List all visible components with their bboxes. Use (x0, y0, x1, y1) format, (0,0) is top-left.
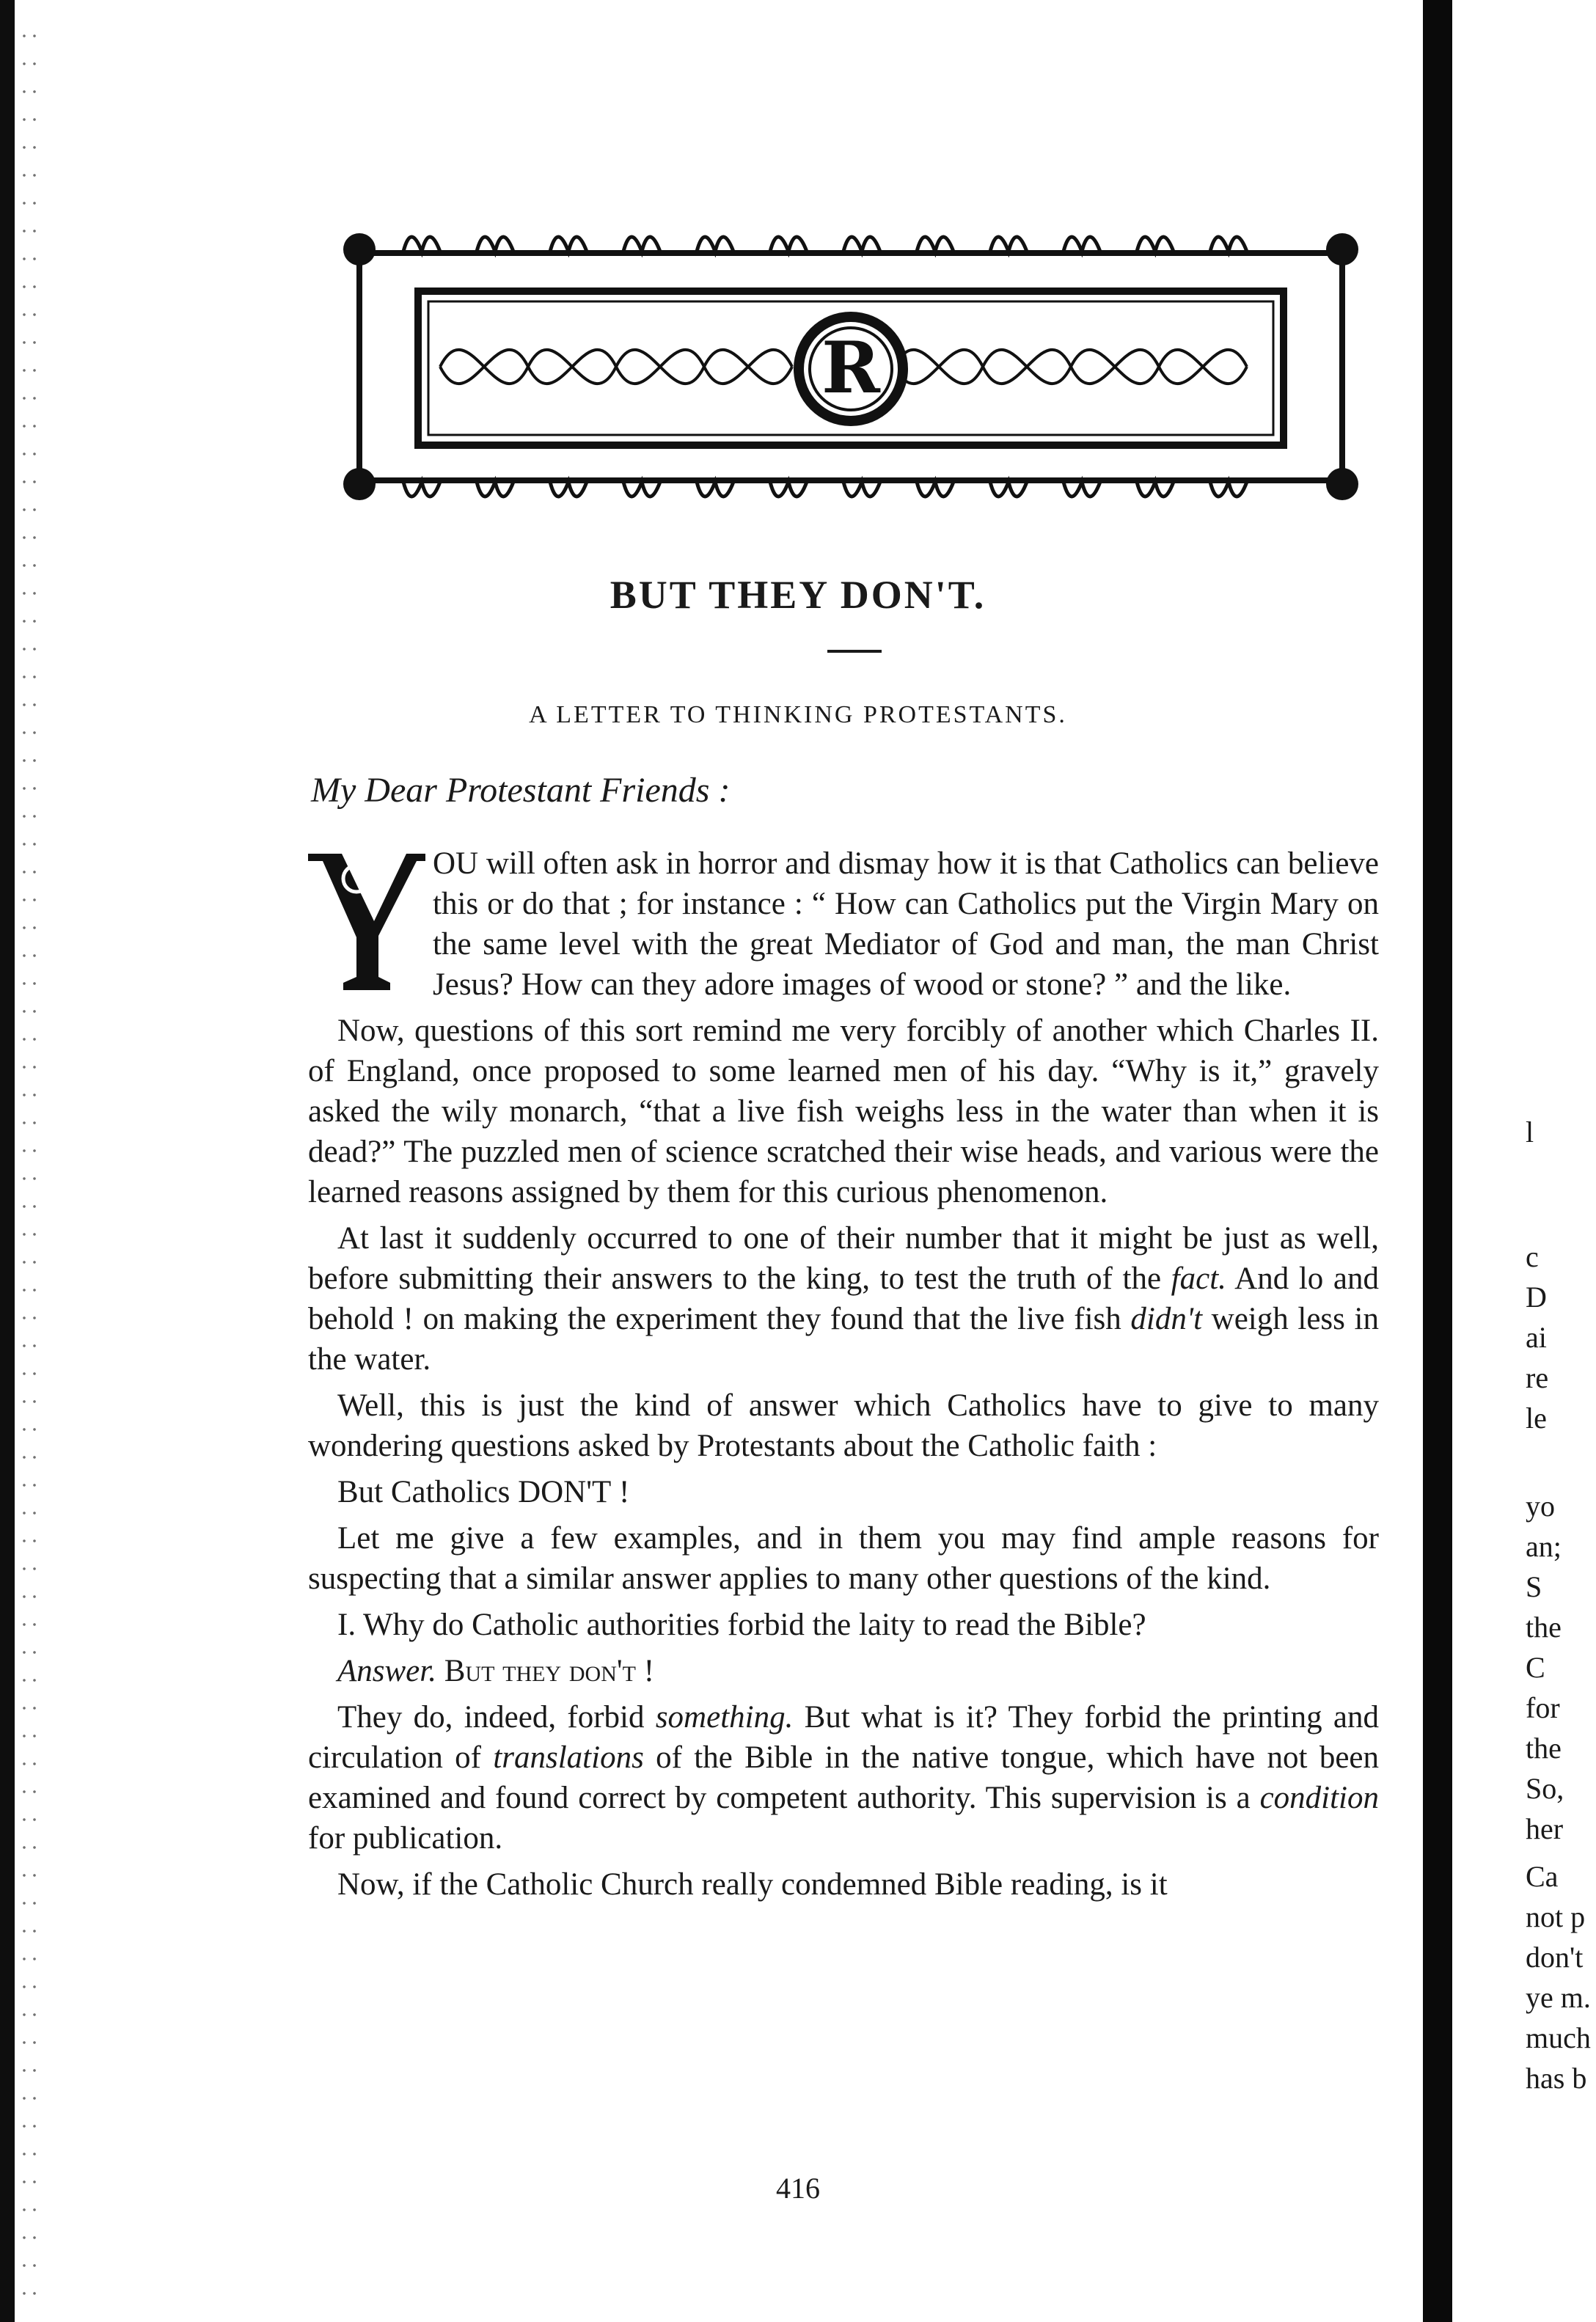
text-run: ! (611, 1475, 630, 1509)
fragment: re (1526, 1361, 1549, 1394)
text-run: ! (635, 1654, 655, 1688)
italic-run: condition (1259, 1781, 1379, 1815)
salutation: My Dear Protestant Friends : (311, 771, 731, 810)
text-run: But what is it? They forbid the printing and circulation of (308, 1700, 1380, 1775)
fragment: for (1526, 1691, 1560, 1724)
text-run: But Catholics (337, 1475, 519, 1509)
italic-run: Answer. (337, 1654, 436, 1688)
smallcaps-run: But they don't (444, 1654, 636, 1688)
fragment: her (1526, 1812, 1564, 1845)
italic-run: translations (493, 1740, 644, 1775)
fragment: ai (1526, 1321, 1547, 1354)
paragraph-3 (308, 1218, 1379, 1380)
fragment: l (1526, 1116, 1534, 1149)
fragment: ye m. (1526, 1981, 1591, 2014)
article-body (308, 843, 1379, 1911)
text-run: for publication. (308, 1821, 503, 1856)
paragraph-5 (308, 1472, 1379, 1512)
fragment: le (1526, 1402, 1547, 1435)
fragment: Ca (1526, 1860, 1559, 1893)
fragment: S (1526, 1570, 1542, 1603)
page-gutter-shadow (0, 0, 15, 2322)
italic-run: didn't (1130, 1302, 1203, 1336)
svg-text:R: R (821, 326, 880, 409)
adjacent-page-strip (1460, 0, 1596, 2322)
answer-1 (308, 1651, 1379, 1691)
fragment: C (1526, 1651, 1545, 1684)
question-1: I. Why do Catholic authorities forbid the laity to read the Bible? (337, 1608, 1146, 1642)
text-run: And lo and behold ! on making the experiment they found that the live fish (308, 1261, 1379, 1336)
fragment: the (1526, 1732, 1562, 1765)
page-number: 416 (776, 2172, 820, 2205)
paragraph-10: Now, if the Catholic Church really condemned Bible reading, is it (337, 1867, 1168, 1902)
paragraph-2: Now, questions of this sort remind me very forcibly of another which Charles II. of England, once proposed to some learned men of his day. “Why is it,” gravely asked the wily monarch, “that a live fish weighs less in the water than when it is dead?” The puzzled men of science scratched their wise heads, and various were the learned reasons assigned by them for this curious phenomenon. (308, 1014, 1379, 1209)
headpiece-ornament (330, 209, 1372, 532)
text-run: of the Bible in the native tongue, which have not been examined and found correct by competent authority. This supervision is a (308, 1740, 1379, 1815)
paragraph-1-text: OU will often ask in horror and dismay how it is that Catholics can believe this or do that ; for instance : “ How can Catholics put the Virgin Mary on the same level with the great Mediator of God and man, the man Christ Jesus? How can they adore images of wood or stone? ” and the like. (433, 846, 1379, 1002)
fragment: an; (1526, 1530, 1562, 1563)
paragraph-4: Well, this is just the kind of answer which Catholics have to give to many wondering questions asked by Protestants about the Catholic faith : (308, 1388, 1379, 1463)
dropcap-y (308, 848, 425, 992)
page-edge-shadow (1423, 0, 1452, 2322)
gutter-noise (19, 22, 41, 2296)
fragment: don't (1526, 1941, 1584, 1974)
fragment: c (1526, 1240, 1539, 1273)
smallcaps-run: DON'T (518, 1475, 612, 1509)
fragment: D (1526, 1281, 1547, 1314)
paragraph-1 (308, 843, 1379, 1005)
text-run: weigh less in the water. (308, 1302, 1379, 1377)
paragraph-6: Let me give a few examples, and in them you may find ample reasons for suspecting that a similar answer applies to many other questions of the kind. (308, 1521, 1379, 1596)
title-rule (827, 650, 882, 653)
fragment: the (1526, 1611, 1562, 1644)
paragraph-9 (308, 1697, 1379, 1858)
text-run: They do, indeed, forbid (337, 1700, 656, 1735)
fragment: much (1526, 2021, 1591, 2054)
italic-run: something. (655, 1700, 794, 1735)
article-subtitle: A LETTER TO THINKING PROTESTANTS. (529, 701, 1067, 728)
fragment: not p (1526, 1900, 1586, 1933)
fragment: has b (1526, 2062, 1587, 2095)
text-run: At last it suddenly occurred to one of their number that it might be just as well, before submitting their answers to the king, to test the truth of the (308, 1221, 1379, 1296)
italic-run: fact. (1171, 1261, 1226, 1296)
fragment: yo (1526, 1490, 1555, 1523)
fragment: So, (1526, 1772, 1564, 1805)
article-title: BUT THEY DON'T. (610, 573, 986, 617)
